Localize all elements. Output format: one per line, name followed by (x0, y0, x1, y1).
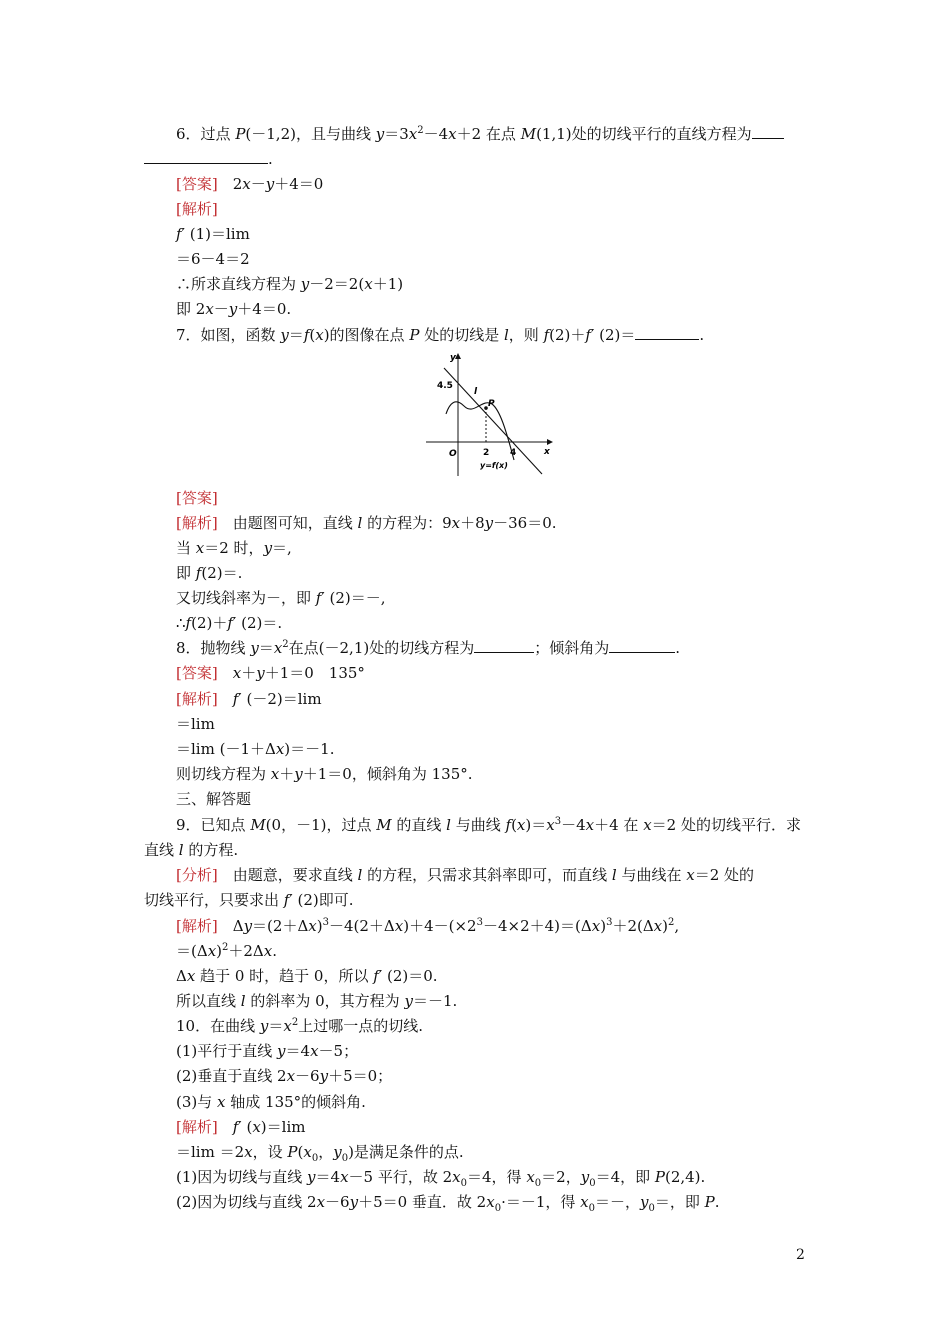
text-segment: ＝6－4＝2 (176, 250, 250, 268)
text-segment: ， (318, 1143, 334, 1161)
page-number: 2 (796, 1247, 805, 1263)
text-segment: 由题图可知，直线 (217, 514, 358, 532)
label-origin: O (449, 449, 457, 459)
text-segment: ＝2 处的切线平行．求 (651, 816, 801, 834)
text-segment: ′ (1)＝lim (181, 225, 250, 243)
text-segment: ′ (－2)＝lim (238, 690, 322, 708)
text-segment: ＝－1. (412, 992, 458, 1010)
text-segment: x (286, 1067, 296, 1085)
text-segment: 2 (222, 942, 229, 953)
text-segment: . (268, 150, 273, 168)
text-segment: )的图像在点 (323, 326, 410, 344)
text-segment: y (243, 917, 253, 935)
text-segment: x (394, 917, 404, 935)
text-segment: (2)＋ (549, 326, 586, 344)
text-segment: ；倾斜角为 (534, 639, 610, 657)
text-segment: (2,4). (664, 1168, 706, 1186)
text-segment: x (273, 639, 283, 657)
answer-blank (144, 149, 268, 164)
text-segment: ＋1) (372, 275, 404, 293)
text-segment: l (240, 992, 246, 1010)
q7-question (0, 325, 950, 345)
text-segment: ＝2， (541, 1168, 581, 1186)
q7-analysis (0, 513, 950, 533)
text-segment: 与曲线在 (616, 866, 687, 884)
text-segment: . (675, 639, 681, 657)
text-segment: y (263, 539, 273, 557)
text-segment: x (364, 275, 373, 293)
text-segment: y (294, 765, 303, 783)
text-segment: x (585, 816, 595, 834)
q10-analysis-4 (0, 1192, 950, 1212)
label-tick-2: 2 (483, 448, 490, 458)
text-segment: ′ (2)＝ (590, 326, 636, 344)
text-segment: 0 (534, 1178, 542, 1189)
text-segment: 0 (341, 1153, 349, 1164)
section-tag: [解析] (176, 917, 218, 935)
text-segment: ) (600, 917, 607, 935)
text-segment: －5； (318, 1042, 359, 1060)
text-segment: 3 (554, 816, 562, 827)
text-segment: (－1,2)，且与曲线 (245, 125, 376, 143)
text-segment: x (232, 664, 242, 682)
text-segment: 0 (460, 1178, 467, 1189)
text-segment: ＋1＝0，倾斜角为 135°. (302, 765, 473, 783)
text-segment: f (315, 589, 322, 607)
answer-blank (474, 638, 534, 653)
text-segment: ，则 (508, 326, 544, 344)
text-segment: y (484, 514, 494, 532)
text-segment: f (227, 614, 233, 632)
text-segment: 即 (176, 564, 196, 582)
label-curve: y=f(x) (480, 461, 508, 470)
q8-analysis (0, 689, 950, 709)
text-segment: －4(2＋Δ (328, 917, 395, 935)
section-tag: [解析] (176, 1118, 218, 1136)
text-segment: P (704, 1193, 715, 1211)
text-segment: ，设 (252, 1143, 288, 1161)
text-segment: ＝ (268, 1017, 284, 1035)
text-segment: P (654, 1168, 665, 1186)
text-segment: － (250, 175, 266, 193)
text-segment: (1)因为切线与直线 (176, 1168, 308, 1186)
text-segment: ) (316, 917, 323, 935)
text-segment: M (520, 125, 537, 143)
text-segment: ) (662, 917, 668, 935)
text-segment: l (357, 866, 363, 884)
label-x-axis: x (544, 447, 550, 457)
text-segment: f (303, 326, 310, 344)
text-segment: x (653, 917, 663, 935)
text-segment: y (265, 175, 275, 193)
text-segment: Δ (217, 917, 244, 935)
text-segment: x (448, 125, 457, 143)
q8-final (0, 764, 950, 784)
label-y-axis: y (450, 353, 456, 363)
text-segment: ＝lim (－1＋Δ (176, 740, 276, 758)
q10-question (0, 1016, 950, 1036)
text-segment: y (259, 1017, 269, 1035)
text-segment: x (186, 967, 196, 985)
text-segment: 0 (311, 1153, 319, 1164)
text-segment: y (404, 992, 413, 1010)
text-segment: 0 (648, 1203, 655, 1214)
text-segment: 所以直线 (176, 992, 241, 1010)
text-segment: 由题意，要求直线 (217, 866, 358, 884)
text-segment: y (277, 1042, 286, 1060)
text-segment: f (505, 816, 512, 834)
section-tag: [答案] (176, 489, 218, 507)
text-segment: x (270, 765, 280, 783)
q8-step-1 (0, 714, 950, 734)
text-segment: f (185, 614, 192, 632)
text-segment: ′ ( (238, 1118, 253, 1136)
text-segment: 10．在曲线 (176, 1017, 260, 1035)
text-segment: ＝lim ＝2 (176, 1143, 245, 1161)
text-segment: ＋2Δ (228, 942, 264, 960)
q6-equation (0, 274, 950, 294)
section-tag: [解析] (176, 200, 218, 218)
text-segment: M (250, 816, 266, 834)
section-tag: [答案] (176, 175, 218, 193)
text-segment: x (244, 1143, 253, 1161)
text-segment: 3 (606, 917, 613, 928)
text-segment: 三、解答题 (176, 790, 252, 808)
text-segment: . (714, 1193, 720, 1211)
q7-figure (424, 350, 556, 480)
text-segment: ＋2(Δ (612, 917, 654, 935)
text-segment (218, 664, 233, 682)
q8-step-2 (0, 739, 950, 759)
answer-blank (609, 638, 675, 653)
q7-f2 (0, 563, 950, 583)
q9-analysis-1 (0, 916, 950, 936)
text-segment: x (546, 816, 555, 834)
text-segment: y (375, 125, 385, 143)
text-segment: ＋5＝0； (328, 1067, 393, 1085)
text-segment: M (376, 816, 392, 834)
text-segment: x (316, 1193, 326, 1211)
text-segment: 在点(－2,1)处的切线方程为 (288, 639, 475, 657)
text-segment: x (303, 1143, 312, 1161)
text-segment: － (213, 300, 229, 318)
text-segment: 2 (668, 917, 675, 928)
text-segment: x (516, 816, 526, 834)
text-segment: (1)平行于直线 (176, 1042, 278, 1060)
text-segment: f (176, 225, 182, 243)
text-segment: x (308, 917, 317, 935)
text-segment: 7．如图，函数 (176, 326, 281, 344)
text-segment: x (451, 514, 461, 532)
text-segment: l (178, 841, 184, 859)
q6-final (0, 299, 950, 319)
q6-derivative (0, 224, 950, 244)
text-segment: 9．已知点 (176, 816, 251, 834)
text-segment: ＋4＝0 (274, 175, 324, 193)
text-segment: f (543, 326, 550, 344)
q9-analysis-4 (0, 991, 950, 1011)
text-segment: 又切线斜率为－，即 (176, 589, 316, 607)
text-segment: x (408, 125, 418, 143)
text-segment: 直线 (144, 841, 179, 859)
q7-slope (0, 588, 950, 608)
text-segment: x (315, 326, 324, 344)
text-segment: x (275, 740, 285, 758)
text-segment: 0 (589, 1178, 596, 1189)
text-segment: ·＝－1，得 (501, 1193, 581, 1211)
text-segment: 3 (322, 917, 329, 928)
text-segment: －2＝2( (309, 275, 365, 293)
text-segment: . (272, 942, 278, 960)
text-segment: 的方程，只需求其斜率即可，而直线 (362, 866, 612, 884)
text-segment: ∴ (176, 614, 186, 632)
text-segment: ＝－， (595, 1193, 641, 1211)
tangent-line (444, 368, 542, 474)
label-point: P (488, 399, 495, 409)
text-segment: 的方程. (183, 841, 239, 859)
text-segment: x (207, 942, 217, 960)
text-segment: ＋4＝0. (237, 300, 292, 318)
text-segment: x (591, 917, 601, 935)
q6-result (0, 249, 950, 269)
q10-analysis-2 (0, 1142, 950, 1162)
text-segment: ＝，即 (654, 1193, 705, 1211)
text-segment: x (195, 539, 205, 557)
answer-blank (635, 325, 699, 340)
text-segment: x (263, 942, 273, 960)
text-segment: (1,1)处的切线平行的直线方程为 (536, 125, 752, 143)
text-segment: ＋ (279, 765, 295, 783)
text-segment: (0，－1)，过点 (265, 816, 377, 834)
text-segment (218, 1118, 233, 1136)
text-segment: )＝lim (260, 1118, 306, 1136)
text-segment: 轴成 135°的倾斜角. (225, 1093, 366, 1111)
text-segment: 2 (417, 125, 424, 136)
text-segment: (2)垂直于直线 2 (176, 1067, 287, 1085)
text-segment: Δ (176, 967, 187, 985)
q7-answer (0, 488, 950, 508)
text-segment: x (340, 1168, 349, 1186)
text-segment: x (526, 1168, 535, 1186)
q6-line-2 (0, 149, 950, 169)
text-segment: f (232, 1118, 239, 1136)
text-segment: 上过哪一点的切线. (298, 1017, 423, 1035)
text-segment: 3 (476, 917, 483, 928)
text-segment: ( (297, 1143, 304, 1161)
text-segment: y (250, 639, 259, 657)
text-segment: 0 (588, 1203, 596, 1214)
text-segment: y (319, 1067, 329, 1085)
text-segment: y (300, 275, 310, 293)
text-segment: ＋8 (460, 514, 485, 532)
text-segment: )＝－1. (284, 740, 335, 758)
text-segment: (2)＝. (201, 564, 243, 582)
text-segment: x (217, 1093, 226, 1111)
text-segment: x (205, 300, 214, 318)
text-segment: －6 (295, 1067, 320, 1085)
text-segment: ＝2 处的 (694, 866, 754, 884)
section-heading (0, 789, 950, 809)
text-segment: ＋ (241, 664, 257, 682)
text-segment: 即 2 (176, 300, 206, 318)
text-segment: f (283, 891, 290, 909)
text-segment: x (643, 816, 652, 834)
text-segment: y (349, 1193, 359, 1211)
label-y-intercept: 4.5 (437, 381, 453, 391)
text-segment: ＋2 在点 (456, 125, 521, 143)
q10-part-1 (0, 1041, 950, 1061)
text-segment: x (242, 175, 251, 193)
text-segment: , (674, 917, 680, 935)
section-tag: [解析] (176, 690, 218, 708)
text-segment: y (256, 664, 265, 682)
text-segment: ＝2 时， (204, 539, 264, 557)
text-segment: 趋于 0 时，趋于 0，所以 (195, 967, 374, 985)
text-segment: y (228, 300, 238, 318)
text-segment: (3)与 (176, 1093, 218, 1111)
text-segment: ＝4 (315, 1168, 341, 1186)
text-segment: ( (309, 326, 316, 344)
text-segment: y (640, 1193, 649, 1211)
label-tangent: l (474, 387, 478, 397)
text-segment: . (699, 326, 705, 344)
text-segment: x (486, 1193, 495, 1211)
text-segment: l (357, 514, 363, 532)
text-segment: (2)＋ (191, 614, 228, 632)
q9-analysis-3 (0, 966, 950, 986)
text-segment: 则切线方程为 (176, 765, 271, 783)
q9-question-1 (0, 815, 950, 835)
text-segment: )＝ (525, 816, 547, 834)
text-segment: y (333, 1143, 342, 1161)
text-segment: ∴所求直线方程为 (176, 275, 301, 293)
text-segment: ＝4，得 (467, 1168, 527, 1186)
text-segment: 与曲线 (450, 816, 506, 834)
section-tag: [解析] (176, 514, 218, 532)
label-tick-4: 4 (510, 448, 517, 458)
text-segment: l (611, 866, 617, 884)
text-segment: x (686, 866, 695, 884)
q7-final (0, 613, 950, 633)
text-segment: 2 (291, 1017, 299, 1028)
text-segment: 0 (494, 1203, 502, 1214)
section-tag: [答案] (176, 664, 218, 682)
text-segment: )是满足条件的点. (348, 1143, 464, 1161)
text-segment: ＝4 (285, 1042, 311, 1060)
q6-answer (0, 174, 950, 194)
text-segment: ( (511, 816, 517, 834)
q9-question-2 (0, 840, 950, 860)
text-segment: －5 平行，故 2 (348, 1168, 453, 1186)
text-segment: －4 (423, 125, 449, 143)
text-segment: 6．过点 (176, 125, 236, 143)
text-segment: ＋1＝0 135° (264, 664, 365, 682)
text-segment: 2 (217, 175, 243, 193)
text-segment: ＋5＝0 垂直．故 2 (358, 1193, 487, 1211)
text-segment: ＝ (258, 639, 274, 657)
text-segment: 切线平行，只要求出 (144, 891, 284, 909)
q9-analysis-2 (0, 941, 950, 961)
q6-line-1 (0, 124, 950, 144)
text-segment (218, 690, 233, 708)
text-segment: f (373, 967, 379, 985)
text-segment: －36＝0. (493, 514, 557, 532)
section-tag: [分析] (176, 866, 218, 884)
text-segment: 8．抛物线 (176, 639, 251, 657)
text-segment: P (287, 1143, 298, 1161)
text-segment: ＋4 在 (594, 816, 644, 834)
q7-when-x2 (0, 538, 950, 558)
text-segment: －4×2＋4)＝(Δ (482, 917, 592, 935)
q9-fenxi-1 (0, 865, 950, 885)
q10-analysis-3 (0, 1167, 950, 1187)
text-segment: x (310, 1042, 319, 1060)
text-segment: ) (216, 942, 223, 960)
text-segment: ＝ (288, 326, 304, 344)
q10-analysis-1 (0, 1117, 950, 1137)
text-segment: ＝(2＋Δ (252, 917, 309, 935)
text-segment: x (283, 1017, 292, 1035)
text-segment: 2 (282, 639, 289, 650)
text-segment: ＝4，即 (595, 1168, 655, 1186)
text-segment: l (503, 326, 509, 344)
text-segment: －6 (325, 1193, 350, 1211)
q9-fenxi-2 (0, 890, 950, 910)
text-segment: P (409, 326, 420, 344)
text-segment: 处的切线是 (419, 326, 504, 344)
q10-part-3 (0, 1092, 950, 1112)
text-segment: f (232, 690, 239, 708)
text-segment: ＝lim (176, 715, 215, 733)
text-segment: ′ (2)＝－, (321, 589, 386, 607)
text-segment: 的直线 (391, 816, 447, 834)
text-segment: 的斜率为 0，其方程为 (245, 992, 405, 1010)
text-segment: ＝3 (384, 125, 409, 143)
q10-part-2 (0, 1066, 950, 1086)
text-segment: x (252, 1118, 261, 1136)
q8-question (0, 638, 950, 658)
text-segment: P (235, 125, 246, 143)
text-segment: 的方程为：9 (362, 514, 452, 532)
text-segment: x (452, 1168, 461, 1186)
text-segment: f (195, 564, 202, 582)
text-segment: ′ (2)＝. (232, 614, 283, 632)
text-segment: ′ (2)即可. (289, 891, 354, 909)
text-segment: x (580, 1193, 589, 1211)
text-segment: f (585, 326, 591, 344)
text-segment: )＋4－(×2 (403, 917, 477, 935)
text-segment: y (280, 326, 289, 344)
text-segment: l (446, 816, 451, 834)
q8-answer (0, 663, 950, 683)
answer-blank (752, 124, 784, 139)
text-segment: ＝(Δ (176, 942, 208, 960)
q6-analysis-label (0, 199, 950, 219)
text-segment: ＝, (272, 539, 292, 557)
text-segment: 当 (176, 539, 196, 557)
text-segment: －4 (561, 816, 586, 834)
text-segment: y (580, 1168, 590, 1186)
text-segment: (2)因为切线与直线 2 (176, 1193, 317, 1211)
text-segment: ′ (2)＝0. (378, 967, 438, 985)
text-segment: y (307, 1168, 316, 1186)
